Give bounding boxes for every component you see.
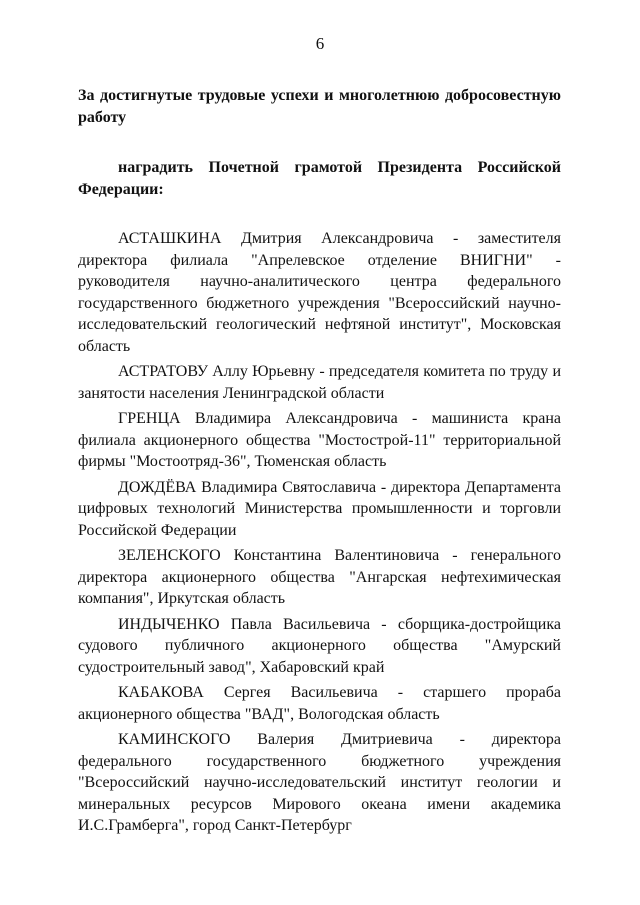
intro-paragraph: За достигнутые трудовые успехи и многолетнюю добросовестную работу — [78, 87, 561, 126]
entry-astashkin: АСТАШКИНА Дмитрия Александровича - заместителя директора филиала "Апрелевское отделение ВНИГНИ" - руководителя научно-аналитического центра федерального государственного бюджетного учреждения "Всероссийский научно-исследовательский геологический нефтяной институт", Московская область — [78, 230, 561, 355]
entry-zelensky: ЗЕЛЕНСКОГО Константина Валентиновича - генерального директора акционерного общества "Ангарская нефтехимическая компания", Иркутская область — [78, 547, 561, 607]
entry-dozhdev: ДОЖДЁВА Владимира Святославича - директора Департамента цифровых технологий Министерства промышленности и торговли Российской Федерации — [78, 478, 561, 539]
entry-kabakov: КАБАКОВА Сергея Васильевича - старшего прораба акционерного общества "ВАД", Вологодская область — [78, 684, 561, 723]
entry-indychenko: ИНДЫЧЕНКО Павла Васильевича - сборщика-достройщика судового публичного акционерного общества "Амурский судостроительный завод", Хабаровский край — [78, 615, 561, 676]
entry-astratova: АСТРАТОВУ Аллу Юрьевну - председателя комитета по труду и занятости населения Ленинградской области — [78, 363, 561, 402]
document-body — [78, 85, 561, 841]
award-paragraph: наградить Почетной грамотой Президента Российской Федерации: — [78, 159, 561, 198]
page-number: 6 — [315, 34, 325, 53]
entry-grents: ГРЕНЦА Владимира Александровича - машиниста крана филиала акционерного общества "Мостострой-11" территориальной фирмы "Мостоотряд-36", Тюменская область — [78, 410, 561, 470]
entry-kaminsky: КАМИНСКОГО Валерия Дмитриевича - директора федерального государственного бюджетного учреждения "Всероссийский научно-исследовательский институт геологии и минеральных ресурсов Мирового океана имени академика И.С.Грамберга", город Санкт-Петербург — [78, 731, 561, 834]
